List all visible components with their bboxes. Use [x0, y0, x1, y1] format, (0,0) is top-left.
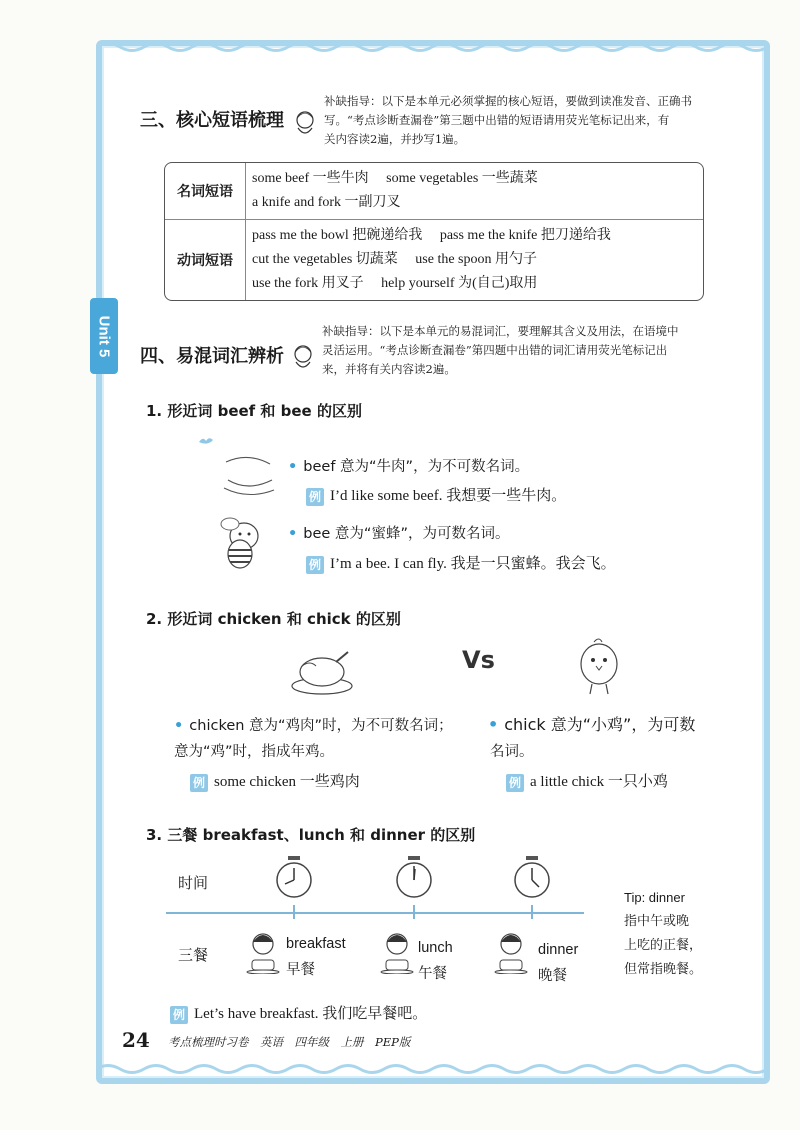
example-badge: 例: [190, 774, 208, 792]
meal-zh: 早餐: [286, 962, 315, 978]
section4-note-line: 灵活运用。“考点诊断查漏卷”第四题中出错的词汇请用荧光笔标记出: [322, 343, 668, 357]
tip-line: Tip: dinner: [624, 890, 685, 905]
dinner-kid-icon: [492, 930, 530, 974]
section3-note-line: 补缺指导：以下是本单元必须掌握的核心短语，要做到读准发音、正确书: [324, 94, 692, 108]
chick-desc-text: chick 意为“小鸡”，为可数: [504, 715, 696, 734]
example-badge: 例: [306, 556, 324, 574]
section3-title: 三、核心短语梳理: [140, 110, 284, 131]
part1-title: 1. 形近词 beef 和 bee 的区别: [146, 402, 362, 420]
phrase-line: use the fork 用叉子 help yourself 为(自己)取用: [252, 276, 538, 291]
meal-example: [170, 1002, 427, 1024]
example-badge: 例: [306, 488, 324, 506]
table-row: [165, 163, 703, 220]
section4-title: 四、易混词汇辨析: [140, 346, 284, 367]
example-badge: 例: [170, 1006, 188, 1024]
phrase-line: cut the vegetables 切蔬菜 use the spoon 用勺子: [252, 252, 538, 267]
page-number: 24: [122, 1028, 150, 1052]
meal-zh: 晚餐: [538, 968, 567, 984]
chicken-description-cont: 意为“鸡”时，指成年鸡。: [174, 744, 335, 760]
example-badge: 例: [506, 774, 524, 792]
breakfast-kid-icon: [244, 930, 282, 974]
part2-title: 2. 形近词 chicken 和 chick 的区别: [146, 610, 401, 628]
beef-desc-text: beef 意为“牛肉”，为不可数名词。: [303, 459, 530, 475]
timeline: [166, 912, 584, 914]
row-header-verb-phrases: 动词短语: [165, 220, 246, 300]
table-row: [165, 220, 703, 300]
meal-en: lunch: [418, 940, 453, 956]
tip-box: [624, 886, 702, 982]
bee-desc-text: bee 意为“蜜蜂”，为可数名词。: [303, 526, 510, 542]
timeline-tick: [293, 905, 295, 919]
clock-noon-icon: [394, 856, 434, 900]
bee-description: • bee 意为“蜜蜂”，为可数名词。: [288, 526, 510, 542]
section3-note-line: 关内容读2遍，并抄写1遍。: [324, 132, 466, 146]
teacher-girl-icon: [288, 342, 318, 372]
meal-en: dinner: [538, 942, 579, 958]
chicken-desc-text: chicken 意为“鸡肉”时，为不可数名词；: [189, 718, 453, 734]
clock-evening-icon: [512, 856, 552, 900]
bee-example: [306, 552, 616, 574]
tip-line: 指中午或晚: [624, 914, 690, 929]
unit-tab-label: Unit 5: [95, 315, 113, 357]
phrase-line: a knife and fork 一副刀叉: [252, 195, 401, 210]
section3-note-line: 写。“考点诊断查漏卷”第三题中出错的短语请用荧光笔标记出来，有: [324, 113, 670, 127]
unit-tab: [90, 298, 118, 374]
section4-note-line: 来，并将有关内容读2遍。: [322, 362, 456, 376]
meals-label: 三餐: [178, 946, 209, 964]
noun-phrases-cell: [246, 163, 703, 220]
footer-text: 考点梳理时习卷 英语 四年级 上册 PEP版: [168, 1035, 411, 1049]
beef-description: • beef 意为“牛肉”，为不可数名词。: [288, 459, 530, 475]
part3-title: 3. 三餐 breakfast、lunch 和 dinner 的区别: [146, 826, 476, 844]
teacher-girl-icon: [290, 108, 320, 138]
meal-example-text: Let’s have breakfast. 我们吃早餐吧。: [194, 1006, 428, 1022]
section4-note: [322, 322, 714, 379]
chick-description-cont: 名词。: [490, 744, 534, 760]
chicken-example-text: some chicken 一些鸡肉: [214, 774, 360, 790]
beef-icon: [218, 450, 278, 500]
wave-border-bottom: [96, 1062, 768, 1076]
meal-zh: 午餐: [418, 966, 447, 982]
clock-morning-icon: [274, 856, 314, 900]
row-header-noun-phrases: 名词短语: [165, 163, 246, 220]
phrase-line: pass me the bowl 把碗递给我 pass me the knife 把刀递给我: [252, 228, 611, 243]
bee-example-text: I’m a bee. I can fly. 我是一只蜜蜂。我会飞。: [330, 556, 616, 572]
chick-example-text: a little chick 一只小鸡: [530, 774, 668, 790]
wave-border-top: [96, 40, 768, 54]
chicken-example: [190, 770, 360, 792]
phrase-line: some beef 一些牛肉 some vegetables 一些蔬菜: [252, 171, 538, 186]
core-phrases-table: [164, 162, 704, 301]
meal-en: breakfast: [286, 936, 346, 952]
timeline-tick: [413, 905, 415, 919]
bird-icon: [198, 436, 214, 446]
chick-icon: [574, 636, 624, 698]
lunch-kid-icon: [378, 930, 416, 974]
chick-example: [506, 770, 668, 792]
vs-label: Vs: [462, 646, 495, 674]
beef-example: [306, 484, 566, 506]
beef-example-text: I’d like some beef. 我想要一些牛肉。: [330, 488, 567, 504]
time-label: 时间: [178, 874, 209, 892]
bee-icon: [218, 512, 266, 574]
section4-note-line: 补缺指导：以下是本单元的易混词汇，要理解其含义及用法，在语境中: [322, 324, 679, 338]
timeline-tick: [531, 905, 533, 919]
section3-note: [324, 92, 714, 149]
chicken-description: • chicken 意为“鸡肉”时，为不可数名词；: [174, 718, 453, 734]
tip-line: 但常指晚餐。: [624, 962, 703, 977]
roast-chicken-icon: [290, 644, 354, 696]
tip-line: 上吃的正餐，: [624, 938, 703, 953]
chick-description: • chick 意为“小鸡”，为可数: [488, 715, 696, 734]
verb-phrases-cell: [246, 220, 703, 300]
